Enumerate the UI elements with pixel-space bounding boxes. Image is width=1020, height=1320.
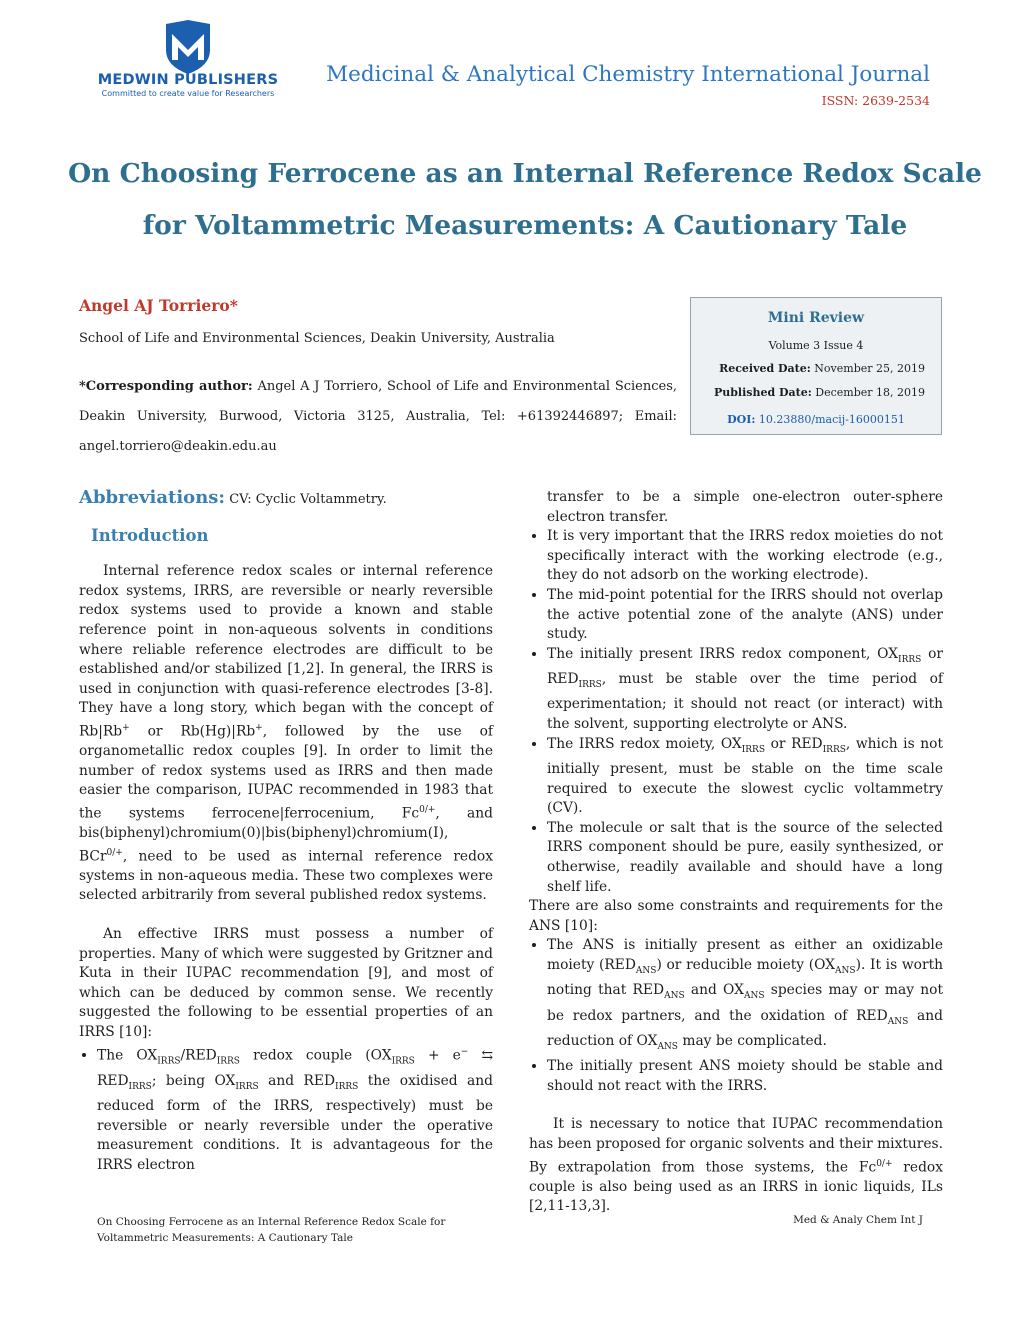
body-column-left <box>79 488 493 1175</box>
footer-article-title: On Choosing Ferrocene as an Internal Reference Redox Scale for Voltammetric Measurements: A Cautionary Tale <box>97 1216 446 1244</box>
received-date-value: November 25, 2019 <box>810 362 925 375</box>
journal-issn: ISSN: 2639-2534 <box>821 93 930 108</box>
publisher-tagline: Committed to create value for Researchers <box>101 89 275 98</box>
received-date-label: Received Date: <box>719 362 811 375</box>
abbreviations <box>79 488 493 510</box>
body-column-right <box>529 488 943 1217</box>
abbreviations-text: CV: Cyclic Voltammetry. <box>225 492 387 507</box>
list-item: • The molecule or salt that is the source of the selected IRRS component should be pure, easily synthesized, or otherwise, readily available and should have a long shelf life. <box>547 819 943 897</box>
list-item: • The initially present IRRS redox component, $OX_{IRRS}$ or $RED_{IRRS}$, must be stable over the time period of experimentation; it should not react (or interact) with the solvent, supporting electrolyte or ANS. <box>547 645 943 735</box>
doi-label: DOI: <box>727 413 756 426</box>
corresponding-author-details: Angel A J Torriero, School of Life and Environmental Sciences, Deakin University, Burwood, Victoria 3125, Australia, Tel: +61392446897; Email: angel.torriero@deakin.edu.au <box>79 379 678 454</box>
published-date-value: December 18, 2019 <box>811 386 925 399</box>
journal-title: Medicinal & Analytical Chemistry International Journal <box>326 62 930 87</box>
paragraph: It is necessary to notice that IUPAC recommendation has been proposed for organic solvents and their mixtures. By extrapolation from those systems, the $Fc^{0/+}$ redox couple is also being used as an IRRS in ionic liquids, ILs [2,11-13,3]. <box>529 1116 944 1215</box>
introduction-heading: Introduction <box>91 525 209 545</box>
corresponding-author-label: *Corresponding author: <box>79 379 253 394</box>
paragraph: An effective IRRS must possess a number of properties. Many of which were suggested by Gritzner and Kuta in their IUPAC recommendation [9], and most of which can be deduced by common sense. We recently suggested the following to be essential properties of an IRRS [10]: <box>79 926 493 1041</box>
article-title-line-2: for Voltammetric Measurements: A Cautionary Tale <box>142 210 908 241</box>
received-date <box>719 362 925 375</box>
paragraph: Internal reference redox scales or internal reference redox systems, IRRS, are reversible or nearly reversible redox systems used to provide a known and stable reference point in non-aqueous solvents in conditions where reliable reference electrodes are difficult to be established and/or stabilized [1,2]. In general, the IRRS is used in conjunction with quasi-reference electrodes [3-8]. They have a long story, which began with the concept of Rb|Rb+ or Rb(Hg)|Rb+, followed by the use of organometallic redox couples [9]. In order to limit the number of redox systems used as IRRS and then made easier the comparison, IUPAC recommended in 1983 that the systems ferrocene|ferrocenium, $Fc^{0/+}$, and bis(biphenyl)chromium(0)|bis(biphenyl)chromium(I), BCr$^{0/+}$, need to be used as internal reference redox systems in non-aqueous media. These two complexes were selected arbitrarily from several published redox systems. <box>79 563 493 904</box>
list-item: • The ANS is initially present as either an oxidizable moiety $(RED_{ANS})$ or reducible moiety $(OX_{ANS})$. It is worth noting that $RED_{ANS}$ and $OX_{ANS}$ species may or may not be redox partners, and the oxidation of $RED_{ANS}$ and reduction of $OX_{ANS}$ may be complicated. <box>547 936 943 1057</box>
author-affiliation: School of Life and Environmental Sciences, Deakin University, Australia <box>79 331 555 346</box>
paragraph: There are also some constraints and requirements for the ANS [10]: <box>529 898 943 934</box>
list-item: • The mid-point potential for the IRRS should not overlap the active potential zone of the analyte (ANS) under study. <box>547 586 943 645</box>
doi[interactable] <box>691 413 941 426</box>
corresponding-author <box>79 372 677 462</box>
doi-link[interactable]: 10.23880/macij-16000151 <box>755 413 905 426</box>
article-info-box <box>690 297 942 435</box>
list-item: • The initially present ANS moiety should be stable and should not react with the IRRS. <box>547 1057 943 1096</box>
article-title-line-1: On Choosing Ferrocene as an Internal Reference Redox Scale <box>68 158 982 189</box>
list-item: • The $OX_{IRRS}/RED_{IRRS}$ redox couple ($OX_{IRRS} + e^-$ ⇆ $RED_{IRRS}$; being $OX_{IRRS}$ and $RED_{IRRS}$ the oxidised and reduced form of the IRRS, respectively) must be reversible or nearly reversible under the operative measurement conditions. It is advantageous for the IRRS electron <box>97 1043 493 1176</box>
footer-journal-abbrev: Med & Analy Chem Int J <box>793 1214 923 1226</box>
abbreviations-heading: Abbreviations: <box>79 487 226 508</box>
bullet-list <box>79 1043 493 1176</box>
author-name: Angel AJ Torriero* <box>79 296 238 315</box>
volume-issue: Volume 3 Issue 4 <box>768 339 864 352</box>
bullet-list <box>529 936 943 1096</box>
shield-logo-icon <box>88 20 288 76</box>
list-item: • It is very important that the IRRS redox moieties do not specifically interact with the working electrode (e.g., they do not adsorb on the working electrode). <box>547 527 943 586</box>
bullet-list <box>529 527 943 897</box>
published-date <box>714 386 925 399</box>
publisher-name: MEDWIN PUBLISHERS <box>97 72 279 88</box>
article-type: Mini Review <box>767 310 865 326</box>
list-item: • The IRRS redox moiety, $OX_{IRRS}$ or $RED_{IRRS}$, which is not initially present, must be stable on the time scale required to execute the slowest cyclic voltammetry (CV). <box>547 735 943 819</box>
published-date-label: Published Date: <box>713 386 812 399</box>
list-item-continuation: transfer to be a simple one-electron outer-sphere electron transfer. <box>547 489 943 525</box>
